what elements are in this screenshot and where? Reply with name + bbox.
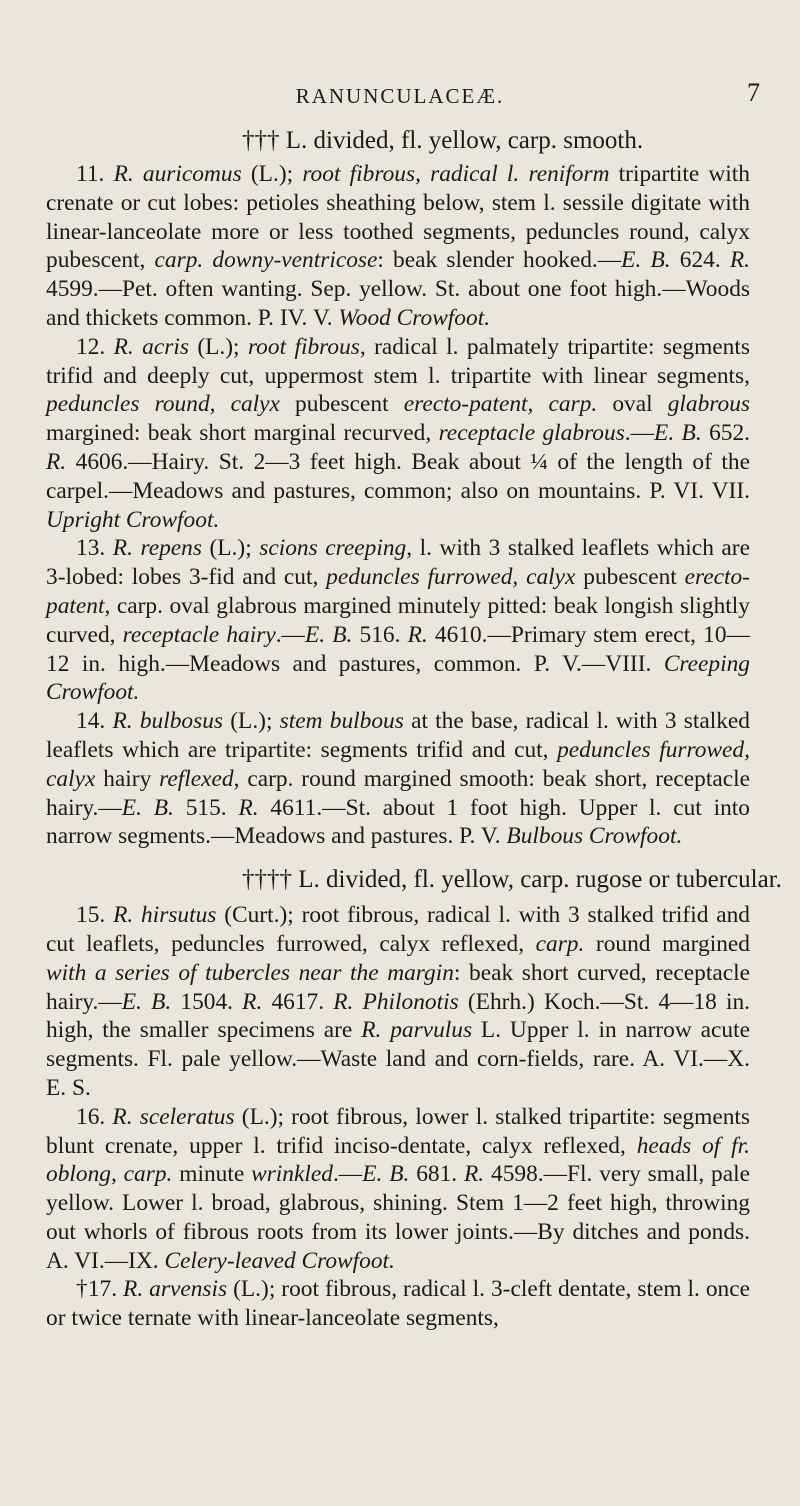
entry-text: 624. xyxy=(670,247,730,274)
entry-text: 515. xyxy=(173,794,239,821)
entry-text: hairy xyxy=(95,765,160,792)
entry-text: 4611.—St. about 1 foot high. Upper l. cut into narrow segments.—Meadows and pastures. P. V. xyxy=(46,794,750,850)
entry-number: †17. xyxy=(76,1276,124,1303)
italic-text: R. auricomus xyxy=(113,161,242,187)
entry-text: , radical l. palmately tripartite: segments trifid and deeply cut, uppermost stem l. tripartite with linear segments, xyxy=(46,333,750,389)
italic-text: reflexed xyxy=(159,765,234,792)
species-entry xyxy=(46,534,750,707)
entry-text: tripartite with crenate or cut lobes: petioles sheathing below, stem l. sessile digitate with linear-lanceolate more or less toothed segments, peduncles round, calyx pubescent, xyxy=(46,161,750,274)
entry-number: 15. xyxy=(76,902,114,929)
italic-text: R. xyxy=(242,988,263,1015)
italic-text: receptacle hairy xyxy=(122,621,276,648)
entry-text: (L.); xyxy=(188,333,248,360)
entry-text: (Ehrh.) Koch.—St. 4—18 in. high, the smaller specimens are xyxy=(46,988,751,1044)
italic-text: peduncles round, calyx xyxy=(46,391,280,418)
italic-text: erecto-patent, carp. xyxy=(403,391,598,418)
entry-text: minute xyxy=(172,1161,252,1188)
italic-text: R. xyxy=(238,794,259,821)
entry-number: 12. xyxy=(76,333,114,360)
section-heading: †††† L. divided, fl. yellow, carp. rugose or tubercular. xyxy=(242,866,782,894)
entry-text: at the base, radical l. with 3 stalked leaflets which are tripartite: segments trifid and cut, xyxy=(46,708,750,763)
entry-text: 1504. xyxy=(171,988,243,1015)
entry-number: 11. xyxy=(76,161,114,187)
entry-text: 681. xyxy=(409,1161,464,1188)
entry-text: (L.); xyxy=(223,708,280,735)
entry-text: : beak short curved, receptacle hairy.— xyxy=(46,959,750,1015)
italic-text: carp. xyxy=(535,930,585,957)
entry-text: (L.); root fibrous, lower l. stalked tripartite: segments blunt crenate, upper l. trifid inciso-dentate, calyx reflexed, xyxy=(46,1103,750,1159)
italic-text: peduncles furrowed, calyx xyxy=(46,736,750,792)
italic-text: R. parvulus xyxy=(361,1017,473,1044)
entries-block-b xyxy=(46,901,750,1333)
species-entry xyxy=(46,333,750,535)
italic-text: E. B. xyxy=(121,988,172,1015)
italic-text: R. bulbosus xyxy=(112,708,224,735)
italic-text: E. B. xyxy=(654,420,702,447)
entry-text: 4606.—Hairy. St. 2—3 feet high. Beak about ¼ of the length of the carpel.—Meadows and pastures, common; also on mountains. P. VI. VII. xyxy=(46,448,750,504)
entry-text: margined: beak short marginal recurved, xyxy=(46,420,439,447)
species-entry xyxy=(46,707,750,851)
species-entry xyxy=(46,1103,750,1276)
italic-text: R. repens xyxy=(112,535,202,562)
entry-text: , carp. oval glabrous margined minutely pitted: beak longish slightly curved, xyxy=(46,592,750,648)
italic-text: stem bulbous xyxy=(279,708,404,735)
italic-text: receptacle glabrous xyxy=(438,420,625,447)
entry-text: 4610.—Primary stem erect, 10—12 in. high.—Meadows and pastures, common. P. V.—VIII. xyxy=(46,621,750,677)
italic-text: R. xyxy=(46,448,67,475)
italic-text: peduncles furrowed, calyx xyxy=(326,564,576,591)
italic-text: with a series of tubercles near the margin xyxy=(46,959,454,986)
species-entry xyxy=(46,160,750,333)
italic-text: E. B. xyxy=(121,794,174,821)
italic-text: carp. downy-ventricose xyxy=(154,247,378,274)
entry-text: (L.); xyxy=(201,535,260,562)
page-number: 7 xyxy=(747,78,760,107)
entry-text: .— xyxy=(624,420,655,447)
entry-number: 16. xyxy=(76,1103,113,1130)
italic-text: glabrous xyxy=(667,391,751,418)
entry-text: , l. with 3 stalked leaflets which are 3-lobed: lobes 3-fid and cut, xyxy=(46,535,750,591)
italic-text: R. xyxy=(407,621,428,648)
italic-text: R. sceleratus xyxy=(112,1103,235,1130)
italic-text: E. B. xyxy=(362,1161,410,1188)
entry-text: pubescent xyxy=(575,564,685,591)
entry-text: L. Upper l. in narrow acute segments. Fl. pale yellow.—Waste land and corn-fields, rare. A. VI.—X. E. S. xyxy=(46,1017,750,1101)
italic-text: root fibrous, radical l. reniform xyxy=(302,161,610,187)
italic-text: Bulbous Crowfoot. xyxy=(506,823,683,850)
body-text xyxy=(46,160,782,1333)
entry-text: : beak slender hooked.— xyxy=(377,247,622,274)
entry-text: (L.); xyxy=(241,161,303,187)
entry-text: , carp. round margined smooth: beak short, receptacle hairy.— xyxy=(46,765,750,821)
entry-text: pubescent xyxy=(279,391,404,418)
italic-text: scions creeping xyxy=(259,535,407,562)
entry-text: 4617. xyxy=(262,988,334,1015)
entry-text: 652. xyxy=(701,420,751,447)
italic-text: Wood Crowfoot. xyxy=(338,304,491,331)
italic-text: R. Philonotis xyxy=(333,988,459,1015)
italic-text: root fibrous xyxy=(247,333,360,360)
entry-text: 4598.—Fl. very small, pale yellow. Lower l. broad, glabrous, shining. Stem 1—2 feet high, throwing out whorls of fibrous roots from its lower joints.—By ditches and ponds. A. VI.—IX. xyxy=(46,1161,750,1274)
entry-number: 14. xyxy=(76,708,113,735)
italic-text: E. B. xyxy=(304,621,353,648)
entry-text: (Curt.); root fibrous, radical l. with 3 stalked trifid and cut leaflets, peduncles furrowed, calyx reflexed, xyxy=(46,902,750,957)
italic-text: Creeping Crowfoot. xyxy=(46,650,750,706)
italic-text: heads of fr. oblong, carp. xyxy=(46,1132,750,1188)
section-heading: ††† L. divided, fl. yellow, carp. smooth. xyxy=(242,127,644,154)
italic-text: E. B. xyxy=(621,247,671,274)
italic-text: R. xyxy=(729,247,750,274)
italic-text: R. arvensis xyxy=(123,1276,228,1303)
italic-text: erecto-patent xyxy=(46,564,750,619)
italic-text: R. acris xyxy=(113,333,189,360)
entry-number: 13. xyxy=(76,535,113,562)
entry-text: (L.); root fibrous, radical l. 3-cleft dentate, stem l. once or twice ternate with linear-lanceolate segments, xyxy=(46,1276,750,1332)
species-entry xyxy=(46,1275,750,1333)
entry-text: .— xyxy=(275,621,305,648)
entry-text: 4599.—Pet. often wanting. Sep. yellow. St. about one foot high.—Woods and thickets common. P. IV. V. xyxy=(46,276,750,331)
entry-text: round margined xyxy=(584,930,750,957)
entry-text: oval xyxy=(597,391,668,418)
italic-text: Upright Crowfoot. xyxy=(46,506,220,533)
italic-text: R. xyxy=(464,1161,485,1188)
italic-text: Celery-leaved Crowfoot. xyxy=(164,1247,395,1274)
species-entry xyxy=(46,901,750,1103)
italic-text: wrinkled xyxy=(251,1161,333,1188)
running-head: RANUNCULACEÆ. xyxy=(295,84,505,108)
italic-text: R. hirsutus xyxy=(113,902,217,929)
entry-text: 516. xyxy=(352,621,408,648)
entry-text: .— xyxy=(332,1161,363,1188)
entries-block-a xyxy=(46,160,750,851)
